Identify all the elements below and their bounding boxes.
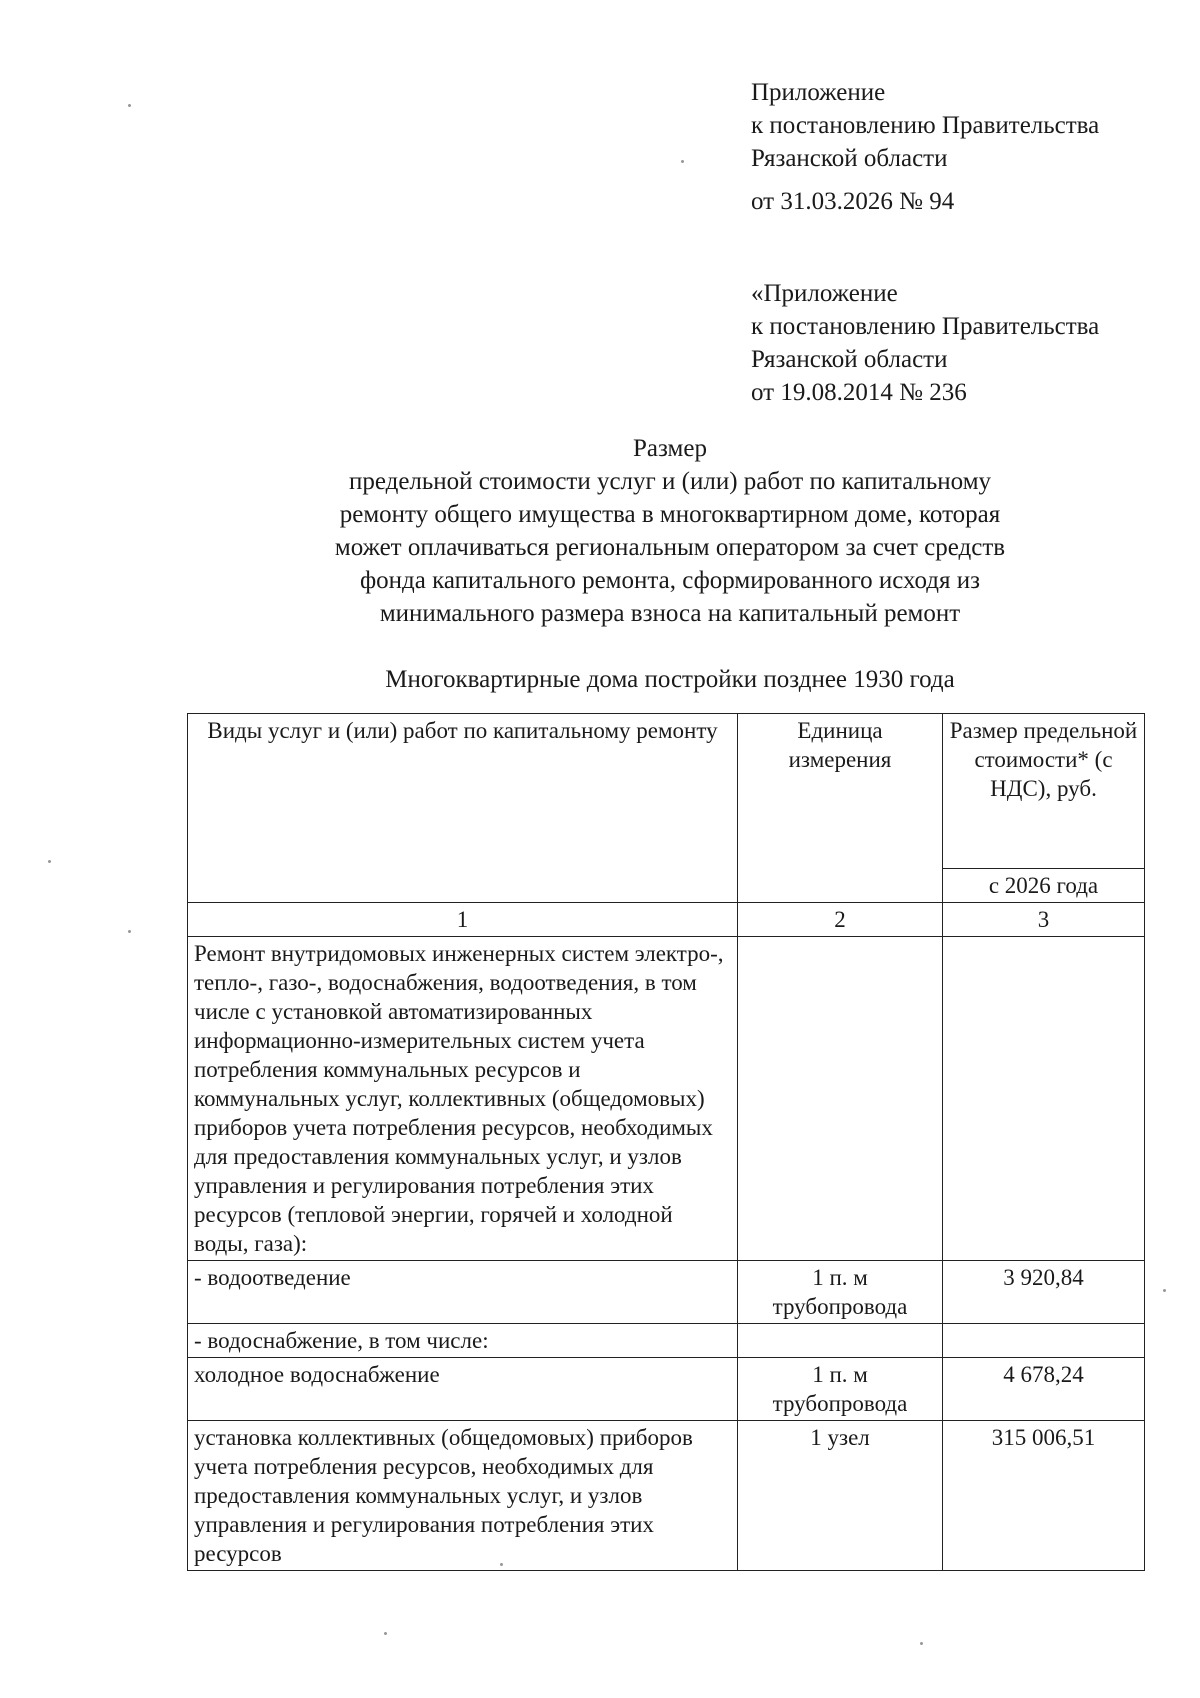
table-row — [188, 1358, 1145, 1421]
table-row — [188, 1421, 1145, 1571]
scan-speck — [920, 1642, 923, 1645]
appendix-date-number: от 19.08.2014 № 236 — [751, 379, 967, 406]
table-subtitle: Многоквартирные дома постройки позднее 1930 года — [385, 666, 955, 693]
column-number-row — [188, 903, 1145, 937]
appendix-header-current — [751, 76, 1171, 218]
table-header-row — [188, 714, 1145, 869]
column-number: 2 — [738, 903, 943, 937]
table-row — [188, 937, 1145, 1261]
column-number: 1 — [188, 903, 738, 937]
service-name: установка коллективных (общедомовых) приборов учета потребления ресурсов, необходимых для предоставления коммунальных услуг, и узлов управления и регулирования потребления этих ресурсов — [188, 1421, 738, 1571]
unit-cell: 1 узел — [738, 1421, 943, 1571]
unit-cell: 1 п. м трубопровода — [738, 1358, 943, 1421]
scan-speck — [128, 930, 131, 933]
appendix-date-number: от 31.03.2026 № 94 — [751, 188, 955, 215]
price-cell: 3 920,84 — [943, 1261, 1145, 1324]
title-line: может оплачиваться региональным оператором за счет средств — [334, 534, 1006, 561]
title-line: ремонту общего имущества в многоквартирном доме, которая — [339, 501, 1001, 528]
service-name: Ремонт внутридомовых инженерных систем электро-, тепло-, газо-, водоснабжения, водоотведения, в том числе с установкой автоматизированных информационно-измерительных систем учета потребления коммунальных ресурсов и коммунальных услуг, коллективных (общедомовых) приборов учета потребления ресурсов, необходимых для предоставления коммунальных услуг, и узлов управления и регулирования потребления этих ресурсов (тепловой энергии, горячей и холодной воды, газа): — [188, 937, 738, 1261]
appendix-label: «Приложение — [751, 280, 898, 307]
unit-cell — [738, 937, 943, 1261]
price-cell — [943, 1324, 1145, 1358]
scan-speck — [128, 104, 131, 107]
unit-cell — [738, 1324, 943, 1358]
appendix-decree-ref: к постановлению Правительства — [751, 313, 1100, 340]
col-header-unit: Единица измерения — [738, 714, 943, 903]
scan-speck — [384, 1632, 387, 1635]
price-cell — [943, 937, 1145, 1261]
appendix-header-original — [751, 277, 1171, 409]
service-name: холодное водоснабжение — [188, 1358, 738, 1421]
title-line: предельной стоимости услуг и (или) работ по капитальному — [348, 468, 992, 495]
column-number: 3 — [943, 903, 1145, 937]
appendix-label: Приложение — [751, 79, 886, 106]
scan-speck — [1163, 1289, 1166, 1292]
service-name: - водоснабжение, в том числе: — [188, 1324, 738, 1358]
price-cell: 4 678,24 — [943, 1358, 1145, 1421]
appendix-region: Рязанской области — [751, 346, 948, 373]
unit-cell: 1 п. м трубопровода — [738, 1261, 943, 1324]
document-title — [230, 432, 1110, 630]
scan-speck — [681, 160, 684, 163]
service-name: - водоотведение — [188, 1261, 738, 1324]
price-table — [187, 713, 1145, 1571]
scan-speck — [48, 860, 51, 863]
appendix-region: Рязанской области — [751, 145, 948, 172]
col-header-price: Размер предельной стоимости* (с НДС), руб. — [943, 714, 1145, 869]
col-header-services: Виды услуг и (или) работ по капитальному ремонту — [188, 714, 738, 903]
price-cell: 315 006,51 — [943, 1421, 1145, 1571]
table-row — [188, 1261, 1145, 1324]
title-line: минимального размера взноса на капитальный ремонт — [379, 600, 961, 627]
appendix-decree-ref: к постановлению Правительства — [751, 112, 1100, 139]
scan-speck — [500, 1563, 503, 1566]
title-line: фонда капитального ремонта, сформированного исходя из — [359, 567, 981, 594]
table-row — [188, 1324, 1145, 1358]
title-line: Размер — [633, 435, 707, 462]
col-header-year: с 2026 года — [943, 869, 1145, 903]
